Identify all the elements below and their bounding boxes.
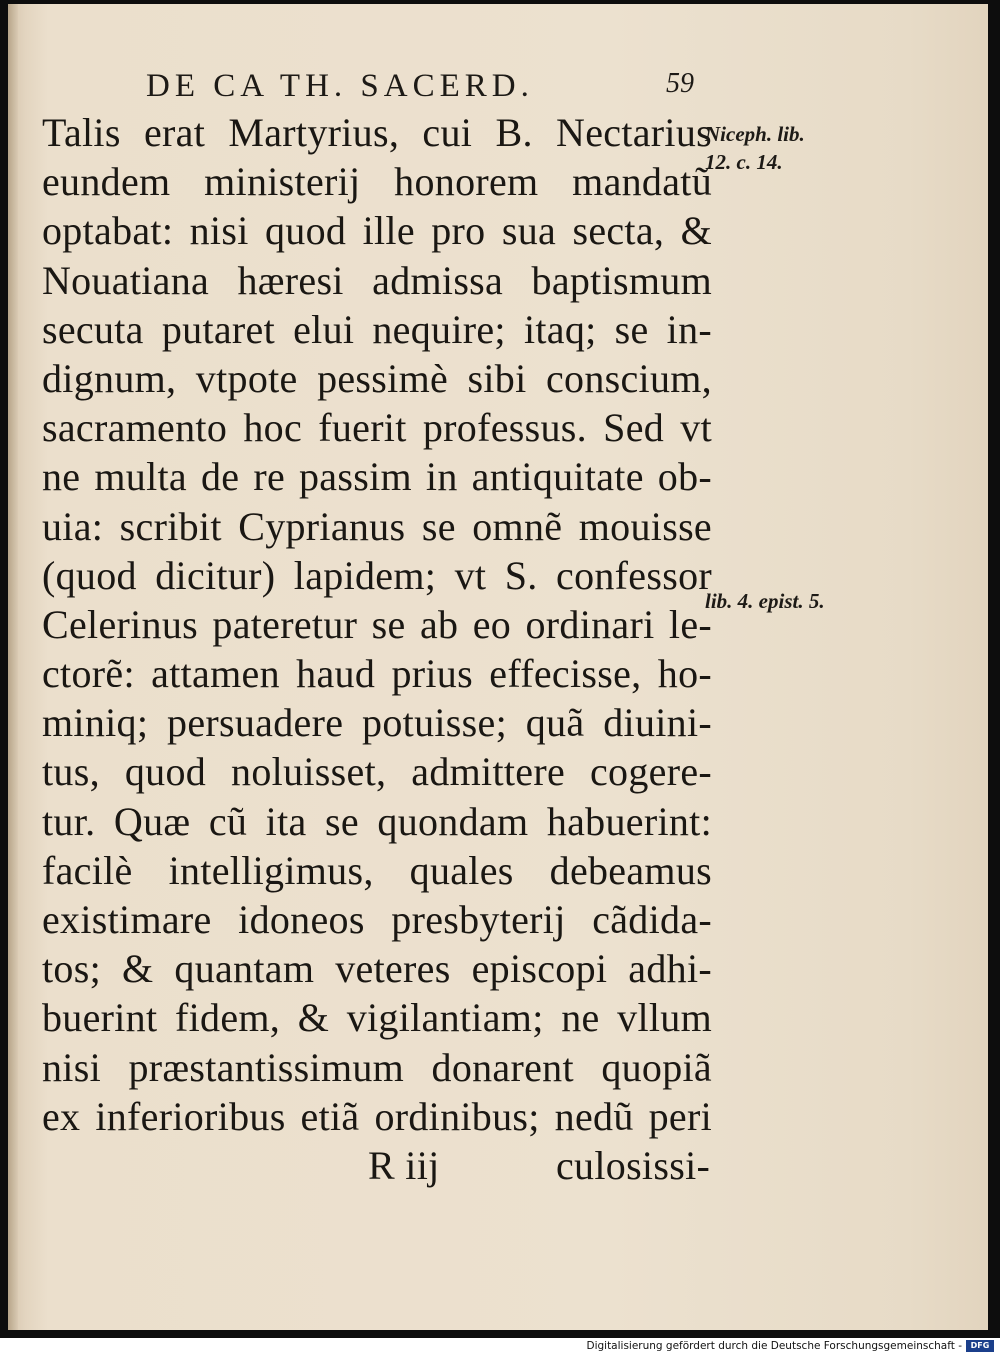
page-gutter-edge bbox=[8, 4, 18, 1330]
text-line: ctorẽ: attamen haud prius effecisse, ho- bbox=[42, 651, 712, 697]
catch-line bbox=[42, 1141, 712, 1190]
text-line: (quod dicitur) lapidem; vt S. confessor bbox=[42, 552, 712, 598]
text-line: ex inferioribus etiã ordinibus; nedũ peri bbox=[42, 1093, 712, 1139]
funding-credit: Digitalisierung gefördert durch die Deutsche Forschungsgemeinschaft - bbox=[586, 1340, 962, 1352]
text-line: facilè intelligimus, quales debeamus bbox=[42, 847, 712, 893]
text-line: tus, quod noluisset, admittere cogere- bbox=[42, 749, 712, 795]
text-line: eundem ministerij honorem mandatũ bbox=[42, 159, 712, 205]
body-text bbox=[42, 108, 712, 1190]
running-head bbox=[146, 64, 706, 108]
text-line: tos; & quantam veteres episcopi adhi- bbox=[42, 946, 712, 992]
text-line: miniq; persuadere potuisse; quã diuini- bbox=[42, 700, 712, 746]
text-line: Nouatiana hæresi admissa baptismum bbox=[42, 257, 712, 303]
text-line: tur. Quæ cũ ita se quondam habuerint: bbox=[42, 798, 712, 844]
text-line: dignum, vtpote pessimè sibi conscium, bbox=[42, 355, 712, 401]
text-line: Talis erat Martyrius, cui B. Nectarius bbox=[42, 110, 712, 155]
page-number: 59 bbox=[666, 68, 694, 99]
text-line: secuta putaret elui nequire; itaq; se in- bbox=[42, 306, 712, 352]
signature-mark: R iij bbox=[368, 1142, 440, 1188]
text-line: buerint fidem, & vigilantiam; ne vllum bbox=[42, 995, 712, 1041]
text-line: optabat: nisi quod ille pro sua secta, & bbox=[42, 208, 712, 254]
dfg-logo: DFG bbox=[966, 1340, 994, 1352]
catchword: culosissi- bbox=[556, 1142, 711, 1188]
text-line: Celerinus pateretur se ab eo ordinari le- bbox=[42, 601, 712, 647]
text-line: ne multa de re passim in antiquitate ob- bbox=[42, 454, 712, 500]
text-line: sacramento hoc fuerit professus. Sed vt bbox=[42, 405, 712, 451]
running-head-title: DE CA TH. SACERD. bbox=[146, 68, 534, 104]
margin-note-niceph: Niceph. lib. 12. c. 14. bbox=[705, 122, 805, 174]
margin-note-epist: lib. 4. epist. 5. bbox=[705, 589, 825, 613]
text-line: uia: scribit Cyprianus se omnẽ mouisse bbox=[42, 503, 712, 549]
text-line: existimare idoneos presbyterij cãdida- bbox=[42, 897, 712, 942]
text-line: nisi præstantissimum donarent quopiã bbox=[42, 1044, 712, 1090]
book-page bbox=[8, 4, 988, 1330]
